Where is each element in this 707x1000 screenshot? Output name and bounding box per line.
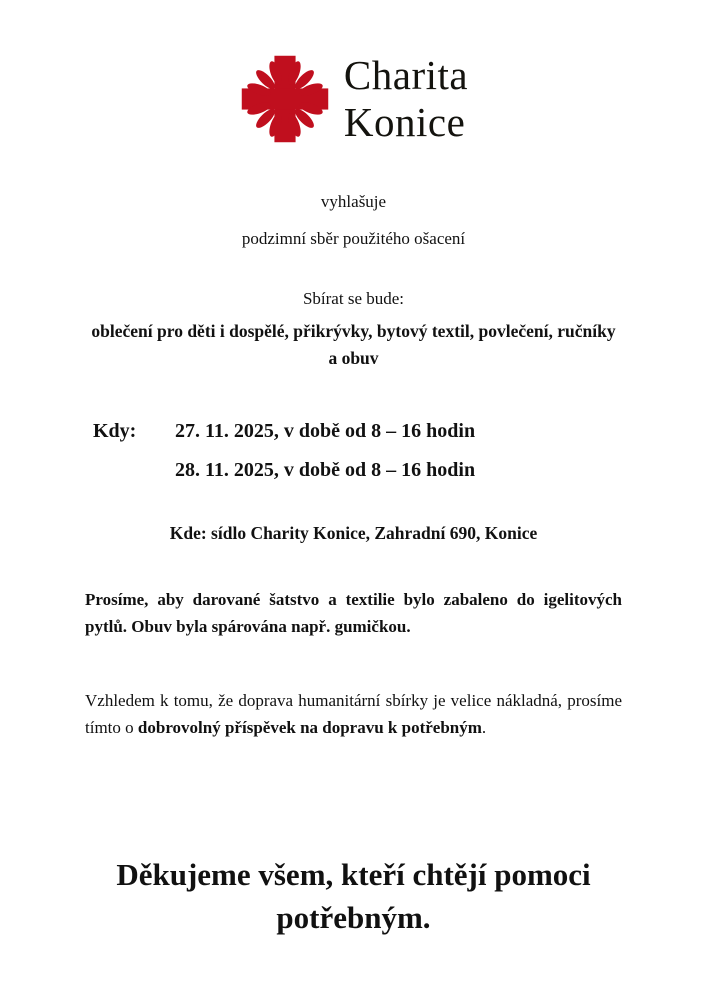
org-name-line2: Konice — [343, 99, 466, 145]
donation-text-bold: dobrovolný příspěvek na dopravu k potřebným — [137, 718, 482, 737]
org-name — [344, 52, 468, 146]
logo-block — [0, 0, 707, 146]
collection-items: oblečení pro děti i dospělé, přikrývky, bytový textil, povlečení, ručníky a obuv — [91, 321, 616, 368]
event-title-line: podzimní sběr použitého ošacení — [241, 229, 466, 248]
thanks-heading: Děkujeme všem, kteří chtějí pomoci potřebným. — [116, 857, 591, 935]
donation-text-period: . — [481, 718, 487, 737]
packing-paragraph: Prosíme, aby darované šatstvo a textilie bylo zabaleno do igelitových pytlů. Obuv byla spárována např. gumičkou. — [85, 590, 622, 636]
caritas-cross-icon — [239, 53, 331, 145]
announce-line: vyhlašuje — [320, 192, 387, 211]
when-date-1: 27. 11. 2025, v době od 8 – 16 hodin — [175, 420, 476, 442]
donation-paragraph — [85, 687, 622, 741]
when-date-2: 28. 11. 2025, v době od 8 – 16 hodin — [175, 459, 476, 481]
when-label: Kdy: — [93, 420, 137, 442]
org-name-line1: Charita — [343, 52, 469, 98]
collection-heading: Sbírat se bude: — [302, 289, 405, 308]
donation-text-lead: Vzhledem k tomu, že doprava humanitární sbírky je velice nákladná, prosíme tímto o — [85, 691, 622, 737]
when-dates — [175, 412, 475, 490]
where-line: Kde: sídlo Charity Konice, Zahradní 690, Konice — [169, 523, 538, 543]
when-block — [93, 412, 707, 490]
